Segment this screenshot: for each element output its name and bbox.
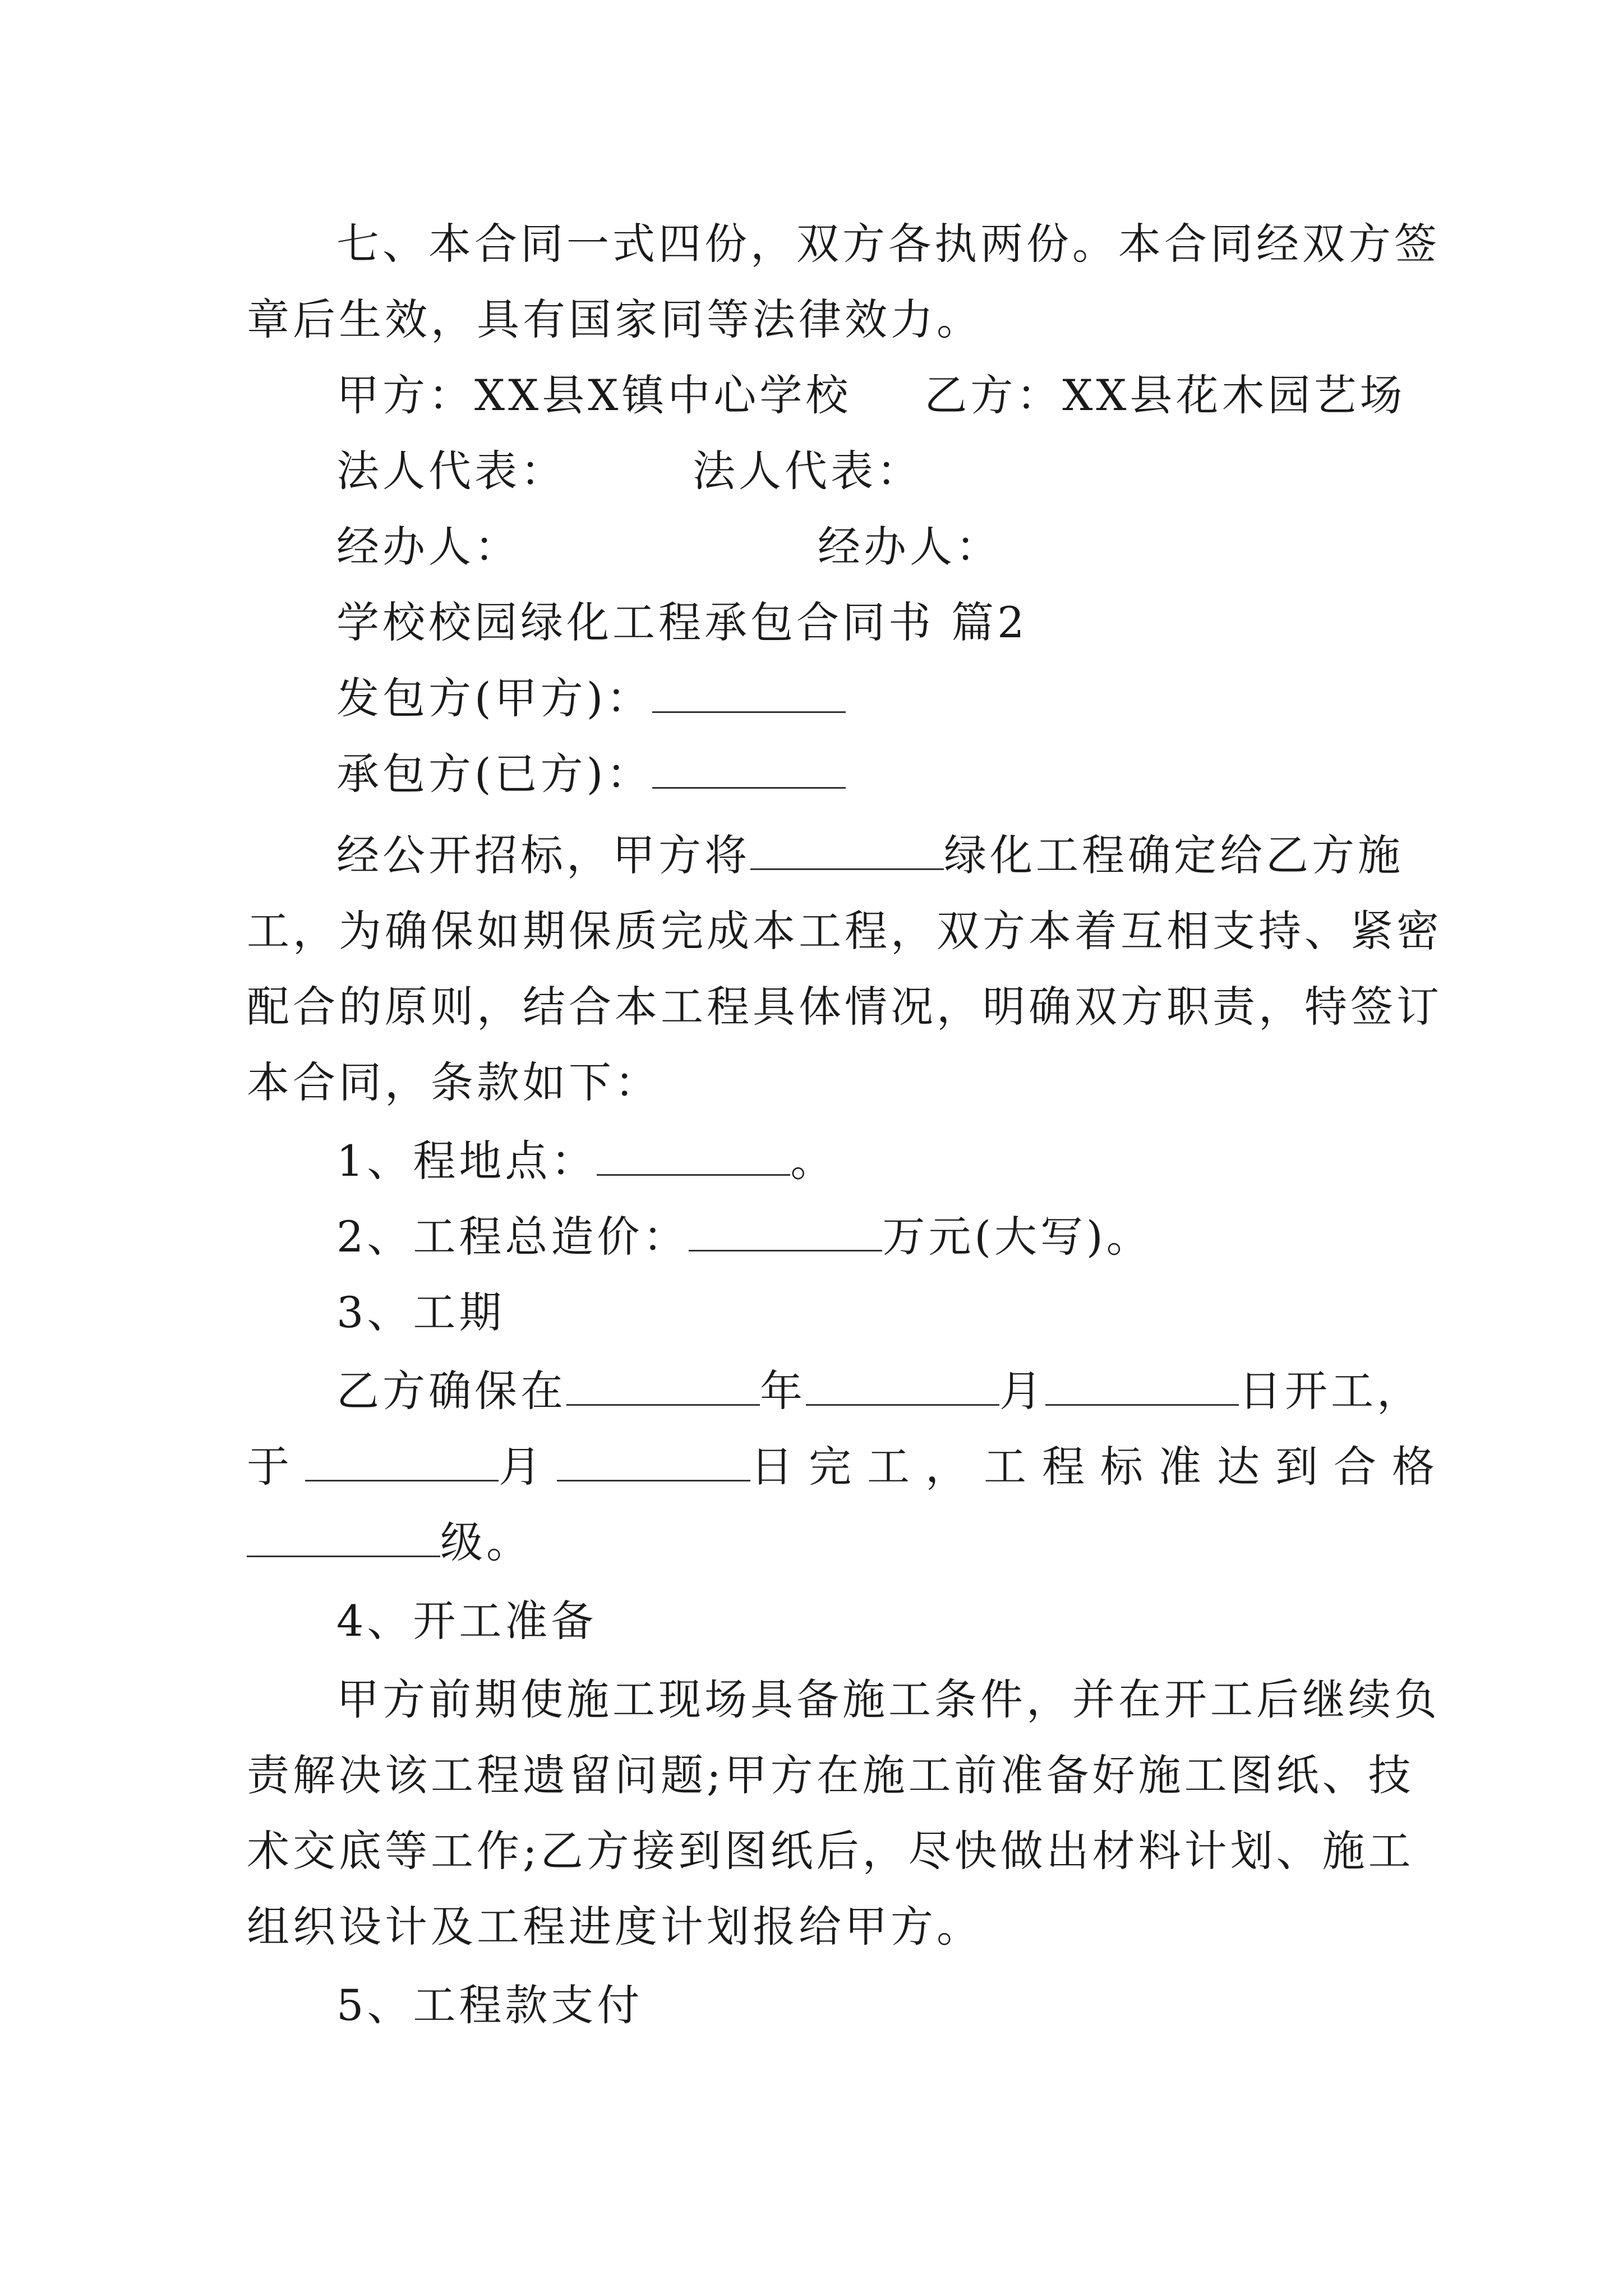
- period-2a: 于: [247, 1442, 305, 1492]
- legal-rep-b: 法人代表：: [693, 446, 923, 496]
- handler-b: 经办人：: [818, 522, 1002, 572]
- period-line-1: [336, 1363, 1423, 1419]
- contractor-b-line: [336, 746, 846, 802]
- grade-blank: [247, 1519, 440, 1557]
- section-title: 学校校园绿化工程承包合同书 篇2: [336, 597, 1028, 647]
- period-line-3: [247, 1515, 532, 1571]
- end-month-blank: [305, 1443, 499, 1481]
- party-line: [336, 367, 1406, 424]
- handler-line: [336, 519, 1002, 575]
- contractor-a-label: 发包方(甲方)：: [336, 673, 653, 723]
- period-2c: 日完工，工程标准达到合格: [750, 1442, 1450, 1492]
- item-1-label: 1、程地点：: [336, 1136, 597, 1186]
- contractor-b-label: 承包方(已方)：: [336, 749, 653, 799]
- intro-line-3: 配合的原则，结合本工程具体情况，明确双方职责，特签订: [247, 982, 1442, 1032]
- period-1a: 乙方确保在: [336, 1366, 566, 1416]
- start-year-blank: [566, 1367, 760, 1406]
- prep-line-4: 组织设计及工程进度计划报给甲方。: [247, 1902, 983, 1952]
- legal-rep-a: 法人代表：: [336, 446, 566, 496]
- party-a: 甲方：XX县X镇中心学校: [336, 370, 852, 420]
- period-1d: 日开工，: [1239, 1366, 1423, 1416]
- article-7-line-2: 章后生效，具有国家同等法律效力。: [247, 295, 983, 344]
- item-5-heading: 5、工程款支付: [336, 1980, 643, 2030]
- intro-line-1: [336, 827, 1404, 884]
- intro-1b: 绿化工程确定给乙方施: [944, 830, 1404, 880]
- item-1-line: [336, 1133, 836, 1189]
- contractor-a-line: [336, 670, 846, 726]
- period-3: 级。: [440, 1517, 532, 1567]
- intro-line-2: 工，为确保如期保质完成本工程，双方本着互相支持、紧密: [247, 906, 1442, 956]
- location-blank: [597, 1137, 790, 1176]
- article-7-line-1: 七、本合同一式四份，双方各执两份。本合同经双方签: [336, 219, 1440, 269]
- handler-a: 经办人：: [336, 522, 520, 572]
- item-1-end: 。: [790, 1136, 837, 1186]
- prep-line-3: 术交底等工作;乙方接到图纸后，尽快做出材料计划、施工: [247, 1826, 1414, 1876]
- party-b: 乙方：XX县花木园艺场: [924, 370, 1406, 420]
- start-day-blank: [1045, 1367, 1239, 1406]
- item-2-line: [336, 1209, 1152, 1265]
- period-1b: 年: [760, 1366, 806, 1416]
- item-2-end: 万元(大写)。: [882, 1212, 1152, 1262]
- item-3-heading: 3、工期: [336, 1287, 505, 1337]
- prep-line-2: 责解决该工程遗留问题;甲方在施工前准备好施工图纸、技: [247, 1750, 1414, 1800]
- item-2-label: 2、工程总造价：: [336, 1212, 689, 1262]
- contractor-b-blank: [652, 750, 846, 789]
- cost-blank: [689, 1213, 882, 1251]
- start-month-blank: [806, 1367, 999, 1406]
- end-day-blank: [557, 1443, 750, 1481]
- prep-line-1: 甲方前期使施工现场具备施工条件，并在开工后继续负: [336, 1674, 1440, 1724]
- intro-1a: 经公开招标，甲方将: [336, 830, 750, 880]
- period-line-2: [247, 1439, 1450, 1495]
- project-name-blank: [750, 831, 944, 870]
- intro-line-4: 本合同，条款如下：: [247, 1057, 661, 1107]
- item-4-heading: 4、开工准备: [336, 1596, 597, 1646]
- period-1c: 月: [999, 1366, 1045, 1416]
- contractor-a-blank: [652, 674, 846, 713]
- period-2b: 月: [499, 1442, 557, 1492]
- legal-rep-line: [336, 443, 923, 499]
